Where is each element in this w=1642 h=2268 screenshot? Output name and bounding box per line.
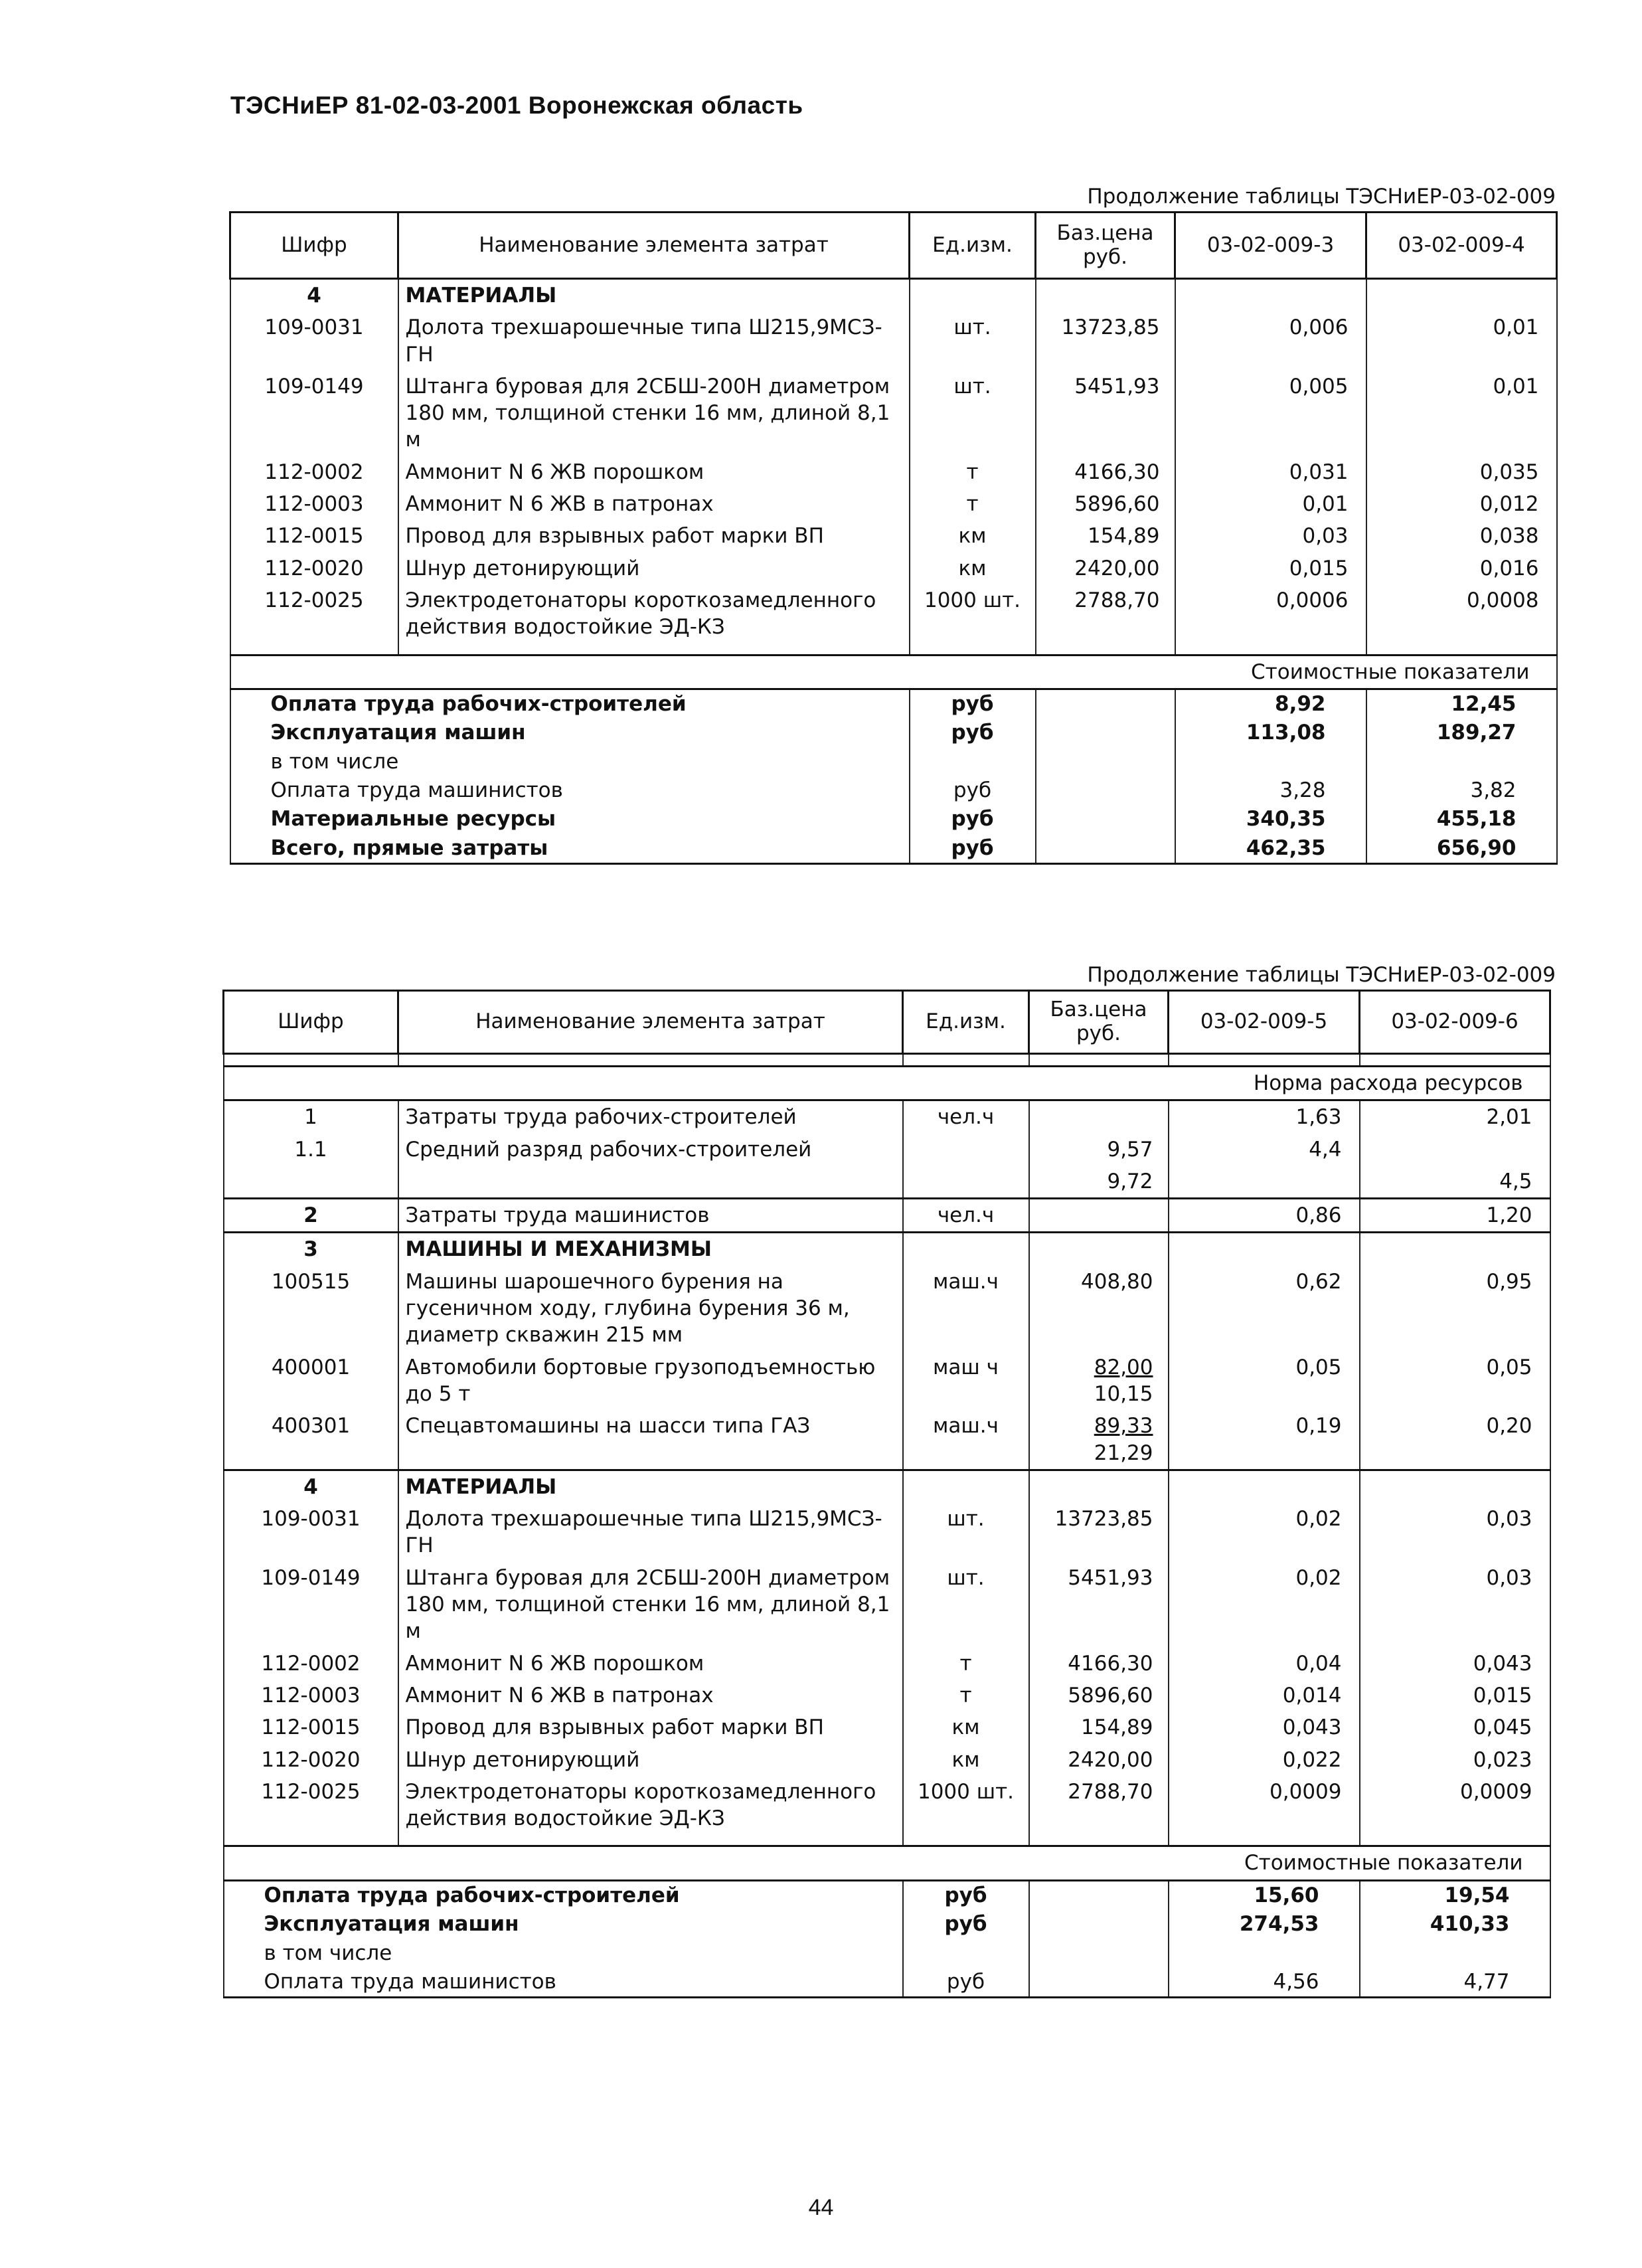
material-row [230,584,1557,644]
summary-unit [903,1939,1029,1968]
row-code: 112-0025 [230,584,398,644]
summary-unit: руб [903,1968,1029,1998]
grade-row-b [224,1166,1550,1199]
row-code: 112-0002 [230,456,398,488]
summary-unit: руб [903,1910,1029,1939]
row-price-value: 4166,30 [1074,460,1160,484]
row-price [1029,1680,1169,1711]
row-name: Штанга буровая для 2СБШ-200Н диаметром 180 мм, толщиной стенки 16 мм, длиной 8,1 м [398,371,910,456]
row-price [1029,1410,1169,1470]
row-price-value: 5896,60 [1074,492,1160,517]
col-header-variant-a: 03-02-009-3 [1175,213,1366,279]
summary-unit: руб [903,1880,1029,1910]
row-unit: шт. [910,371,1036,456]
row-price-value: 2788,70 [1068,1779,1153,1804]
row-value-b: 0,20 [1360,1410,1550,1470]
row-price [1029,1648,1169,1680]
row-price-value: 13723,85 [1054,1507,1153,1531]
row-name: Затраты труда машинистов [398,1199,903,1233]
row-value-b: 1,20 [1360,1199,1550,1233]
material-row [230,311,1557,371]
row-unit: маш.ч [903,1266,1029,1352]
row-unit: км [903,1744,1029,1776]
row-code: 400001 [224,1352,398,1411]
summary-value-a: 462,35 [1175,834,1366,864]
row-value-a: 0,022 [1169,1744,1360,1776]
col-header-price: Баз.цена руб. [1029,991,1169,1054]
row-value-a: 0,05 [1169,1352,1360,1411]
row-value-b: 0,012 [1366,488,1557,520]
material-row [224,1503,1550,1562]
summary-value-a: 8,92 [1175,689,1366,719]
row-name: Аммонит N 6 ЖВ порошком [398,1648,903,1680]
summary-row [230,748,1557,776]
page-number: 44 [808,2195,834,2220]
row-price-value: 82,00 [1094,1355,1153,1379]
row-unit: маш.ч [903,1410,1029,1470]
row-price-value: 13723,85 [1061,315,1160,340]
row-code: 100515 [224,1266,398,1352]
col-header-variant-a: 03-02-009-5 [1169,991,1360,1054]
row-value-b: 0,043 [1360,1648,1550,1680]
row-price [1036,488,1175,520]
section-title: МАШИНЫ И МЕХАНИЗМЫ [398,1233,903,1266]
summary-value-b [1366,748,1557,776]
row-price-value: 2420,00 [1074,556,1160,580]
section-materials-row [224,1470,1550,1503]
col-header-unit: Ед.изм. [910,213,1036,279]
row-value-a: 0,19 [1169,1410,1360,1470]
row-value-a: 1,63 [1169,1100,1360,1134]
summary-unit: руб [910,719,1036,747]
material-row [224,1711,1550,1743]
section-number: 4 [224,1470,398,1503]
summary-value-a: 15,60 [1169,1880,1360,1910]
row-unit: 1000 шт. [910,584,1036,644]
row-name: Электродетонаторы короткозамедленного действия водостойкие ЭД-КЗ [398,584,910,644]
row-price-value: 408,80 [1081,1269,1153,1294]
row-name: Долота трехшарошечные типа Ш215,9МСЗ-ГН [398,311,910,371]
row-name: Штанга буровая для 2СБШ-200Н диаметром 180 мм, толщиной стенки 16 мм, длиной 8,1 м [398,1562,903,1648]
row-value-b: 0,045 [1360,1711,1550,1743]
row-unit: шт. [910,311,1036,371]
summary-row [230,834,1557,864]
summary-unit [910,748,1036,776]
row-name: Машины шарошечного бурения на гусеничном ходу, глубина бурения 36 м, диаметр скважин 215 мм [398,1266,903,1352]
material-row [230,553,1557,584]
row-code: 112-0015 [230,520,398,552]
row-code: 109-0149 [224,1562,398,1648]
table2-header-row [224,991,1550,1054]
summary-label: Оплата труда рабочих-строителей [230,689,910,719]
resource-table-1 [229,211,1558,865]
row-value-a: 0,86 [1169,1199,1360,1233]
grade-row [224,1134,1550,1166]
norm-band [224,1067,1550,1100]
row-value-b: 0,01 [1366,311,1557,371]
row-name: Средний разряд рабочих-строителей [398,1134,903,1166]
row-price [1029,1744,1169,1776]
summary-unit: руб [910,834,1036,864]
row-unit: т [903,1648,1029,1680]
row-price-secondary: 10,15 [1094,1381,1153,1406]
summary-label: в том числе [224,1939,903,1968]
row-unit: шт. [903,1503,1029,1562]
material-row [224,1680,1550,1711]
table2-caption: Продолжение таблицы ТЭСНиЕР-03-02-009 [1087,963,1556,987]
row-price [1029,1711,1169,1743]
summary-value-a [1175,748,1366,776]
row-price [1029,1266,1169,1352]
summary-unit: руб [910,689,1036,719]
row-price-secondary: 21,29 [1094,1440,1153,1465]
summary-value-a [1169,1939,1360,1968]
summary-label: Оплата труда рабочих-строителей [224,1880,903,1910]
row-value-a: 0,0006 [1175,584,1366,644]
row-unit: км [903,1711,1029,1743]
summary-value-b: 410,33 [1360,1910,1550,1939]
summary-row [224,1910,1550,1939]
cost-indicators-label: Стоимостные показатели [224,1846,1550,1880]
row-price [1029,1352,1169,1411]
summary-unit: руб [910,776,1036,805]
material-row [224,1776,1550,1835]
row-code: 109-0031 [230,311,398,371]
summary-unit: руб [910,805,1036,833]
row-price [1036,311,1175,371]
row-code: 109-0149 [230,371,398,456]
table1-header-row [230,213,1557,279]
row-value-a: 0,0009 [1169,1776,1360,1835]
col-header-variant-b: 03-02-009-4 [1366,213,1557,279]
operators-row [224,1199,1550,1233]
row-price-value: 5451,93 [1074,374,1160,398]
summary-row [224,1939,1550,1968]
col-header-price: Баз.цена руб. [1036,213,1175,279]
row-code: 2 [224,1199,398,1233]
machine-row [224,1266,1550,1352]
row-name: Долота трехшарошечные типа Ш215,9МСЗ-ГН [398,1503,903,1562]
row-price [1036,584,1175,644]
row-value-a: 0,01 [1175,488,1366,520]
material-row [224,1648,1550,1680]
row-value-a: 0,005 [1175,371,1366,456]
row-value-a: 0,04 [1169,1648,1360,1680]
row-value-b: 0,03 [1360,1562,1550,1648]
col-header-code: Шифр [230,213,398,279]
row-price-value: 154,89 [1088,524,1160,549]
row-value-a: 0,006 [1175,311,1366,371]
summary-row [230,776,1557,805]
summary-value-a: 3,28 [1175,776,1366,805]
row-price-value: 4166,30 [1068,1651,1153,1676]
row-value-a: 0,62 [1169,1266,1360,1352]
row-code: 112-0003 [230,488,398,520]
row-price-value: 5896,60 [1068,1683,1153,1707]
row-value-b: 0,0009 [1360,1776,1550,1835]
row-name: Затраты труда рабочих-строителей [398,1100,903,1134]
row-value-a: 0,02 [1169,1503,1360,1562]
summary-value-a: 340,35 [1175,805,1366,833]
material-row [224,1562,1550,1648]
row-name: Шнур детонирующий [398,553,910,584]
row-price [1036,456,1175,488]
row-price: 9,72 [1029,1166,1169,1199]
row-code: 112-0025 [224,1776,398,1835]
col-header-unit: Ед.изм. [903,991,1029,1054]
summary-label: Эксплуатация машин [224,1910,903,1939]
row-name: Аммонит N 6 ЖВ порошком [398,456,910,488]
row-unit: км [910,520,1036,552]
document-title: ТЭСНиЕР 81-02-03-2001 Воронежская область [230,92,803,119]
summary-row [230,805,1557,833]
row-unit: маш ч [903,1352,1029,1411]
row-name: Шнур детонирующий [398,1744,903,1776]
col-header-variant-b: 03-02-009-6 [1360,991,1550,1054]
row-value-a: 0,015 [1175,553,1366,584]
row-name: Электродетонаторы короткозамедленного действия водостойкие ЭД-КЗ [398,1776,903,1835]
row-value-a: 4,4 [1169,1134,1360,1166]
row-code: 112-0002 [224,1648,398,1680]
material-row [230,488,1557,520]
cost-indicators-label: Стоимостные показатели [230,655,1557,689]
row-value-b: 0,95 [1360,1266,1550,1352]
summary-value-b [1360,1939,1550,1968]
row-unit: т [910,456,1036,488]
col-header-name: Наименование элемента затрат [398,991,903,1054]
row-value-b: 0,038 [1366,520,1557,552]
section-number: 4 [230,279,398,312]
row-unit: км [910,553,1036,584]
summary-value-b: 19,54 [1360,1880,1550,1910]
col-header-code: Шифр [224,991,398,1054]
summary-value-b: 12,45 [1366,689,1557,719]
row-value-b: 0,015 [1360,1680,1550,1711]
row-code: 1 [224,1100,398,1134]
summary-label: Всего, прямые затраты [230,834,910,864]
row-name: Автомобили бортовые грузоподъемностью до 5 т [398,1352,903,1411]
summary-label: Эксплуатация машин [230,719,910,747]
row-unit: 1000 шт. [903,1776,1029,1835]
row-value-b: 0,03 [1360,1503,1550,1562]
row-price-value: 89,33 [1094,1414,1153,1439]
row-code: 112-0020 [224,1744,398,1776]
summary-row [230,719,1557,747]
material-row [230,456,1557,488]
row-name: Спецавтомашины на шасси типа ГАЗ [398,1410,903,1470]
row-code: 112-0003 [224,1680,398,1711]
row-value-a: 0,031 [1175,456,1366,488]
row-name: Провод для взрывных работ марки ВП [398,520,910,552]
row-code: 1.1 [224,1134,398,1166]
section-title: МАТЕРИАЛЫ [398,1470,903,1503]
row-price [1029,1503,1169,1562]
row-price: 9,57 [1029,1134,1169,1166]
material-row [224,1744,1550,1776]
row-price-value: 154,89 [1081,1715,1153,1740]
row-value-a: 0,02 [1169,1562,1360,1648]
row-price [1036,553,1175,584]
summary-value-b: 455,18 [1366,805,1557,833]
labor-row [224,1100,1550,1134]
row-unit: т [910,488,1036,520]
row-price-value: 2788,70 [1074,588,1160,612]
summary-value-b: 656,90 [1366,834,1557,864]
cost-indicators-band [230,655,1557,689]
summary-value-a: 113,08 [1175,719,1366,747]
machine-row [224,1352,1550,1411]
row-value-b: 0,05 [1360,1352,1550,1411]
row-unit: чел.ч [903,1199,1029,1233]
summary-row [224,1968,1550,1998]
summary-value-b: 3,82 [1366,776,1557,805]
col-header-name: Наименование элемента затрат [398,213,910,279]
machine-row [224,1410,1550,1470]
row-code: 112-0015 [224,1711,398,1743]
row-value-a: 0,043 [1169,1711,1360,1743]
row-unit: т [903,1680,1029,1711]
row-price [1036,520,1175,552]
summary-label: в том числе [230,748,910,776]
summary-value-b: 189,27 [1366,719,1557,747]
row-value-a: 0,014 [1169,1680,1360,1711]
summary-label: Оплата труда машинистов [230,776,910,805]
row-name: Аммонит N 6 ЖВ в патронах [398,1680,903,1711]
section-materials-row [230,279,1557,312]
row-value-a: 0,03 [1175,520,1366,552]
summary-row [224,1880,1550,1910]
row-value-b: 2,01 [1360,1100,1550,1134]
row-value-b: 0,023 [1360,1744,1550,1776]
row-code: 400301 [224,1410,398,1470]
row-value-b: 0,0008 [1366,584,1557,644]
row-value-b: 0,016 [1366,553,1557,584]
summary-label: Материальные ресурсы [230,805,910,833]
cost-indicators-band [224,1846,1550,1880]
row-code: 109-0031 [224,1503,398,1562]
section-number: 3 [224,1233,398,1266]
summary-label: Оплата труда машинистов [224,1968,903,1998]
resource-table-2 [222,990,1551,1998]
row-unit: шт. [903,1562,1029,1648]
row-name: Аммонит N 6 ЖВ в патронах [398,488,910,520]
row-code: 112-0020 [230,553,398,584]
summary-row [230,689,1557,719]
row-value-b: 0,035 [1366,456,1557,488]
summary-value-a: 4,56 [1169,1968,1360,1998]
summary-value-a: 274,53 [1169,1910,1360,1939]
row-unit: чел.ч [903,1100,1029,1134]
row-price [1036,371,1175,456]
material-row [230,520,1557,552]
section-title: МАТЕРИАЛЫ [398,279,910,312]
row-price-value: 5451,93 [1068,1565,1153,1590]
row-value-b: 0,01 [1366,371,1557,456]
row-price-value: 2420,00 [1068,1747,1153,1772]
norm-band-label: Норма расхода ресурсов [224,1067,1550,1100]
section-machines-row [224,1233,1550,1266]
row-price [1029,1562,1169,1648]
material-row [230,371,1557,456]
table1-caption: Продолжение таблицы ТЭСНиЕР-03-02-009 [1087,185,1556,209]
row-value-b: 4,5 [1360,1166,1550,1199]
row-price [1029,1776,1169,1835]
row-name: Провод для взрывных работ марки ВП [398,1711,903,1743]
summary-value-b: 4,77 [1360,1968,1550,1998]
